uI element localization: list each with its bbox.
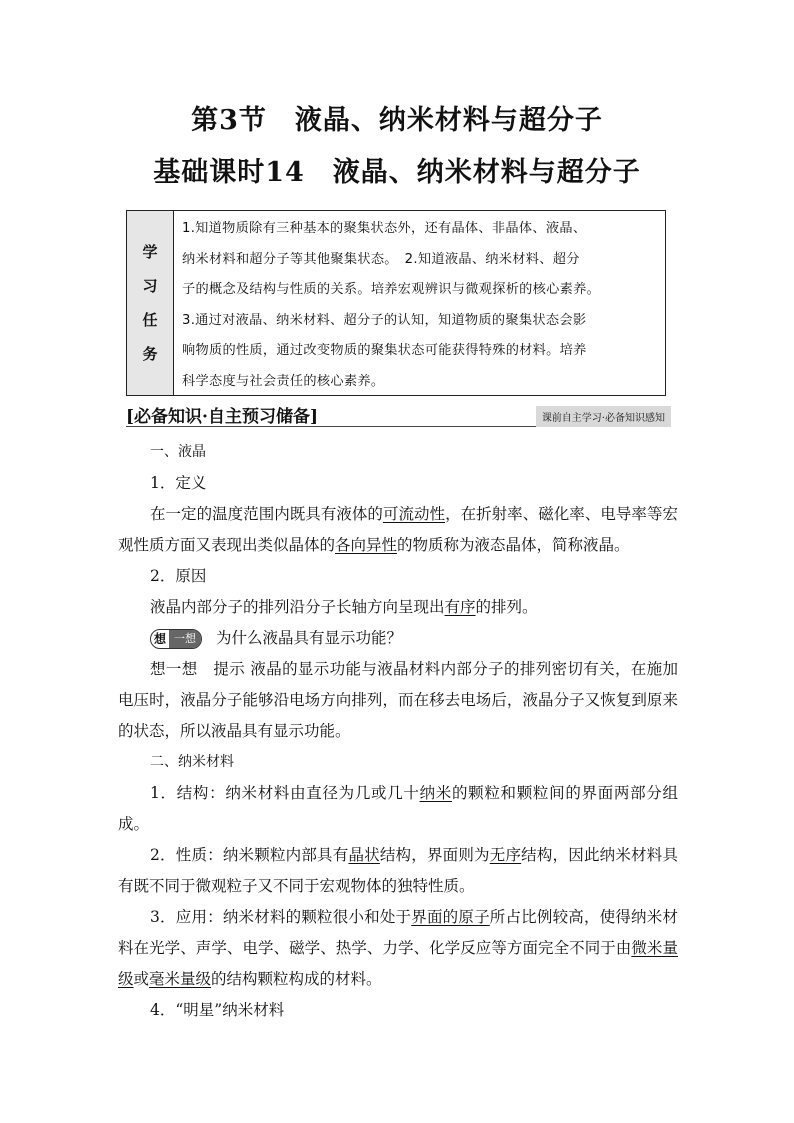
task-label-char: 习	[142, 277, 158, 295]
think-question-line	[118, 623, 678, 654]
answer-underline: 晶状	[348, 846, 380, 864]
application-paragraph: 3．应用：纳米材料的颗粒很小和处于界面的原子所占比例较高，使得纳米材料在光学、声学、电学、磁学、热学、力学、化学反应等方面完全不同于由微米量级或毫米量级的结构颗粒构成的材料。	[118, 908, 678, 988]
answer-underline: 界面的原子	[411, 908, 490, 926]
task-label-char: 学	[142, 243, 158, 261]
answer-underline: 无序	[489, 846, 522, 864]
task-label-char: 任	[142, 311, 158, 329]
heading-definition: 1．定义	[150, 474, 207, 492]
section-bar-title: [必备知识·自主预习储备]	[126, 407, 319, 427]
answer-underline: 纳米	[419, 784, 452, 802]
section-bar-tag: 课前自主学习·必备知识感知	[536, 406, 671, 427]
heading-liquid-crystal: 一、液晶	[150, 444, 206, 460]
think-badge-icon: 想 一想	[150, 629, 202, 649]
learning-task-text	[174, 211, 665, 395]
task-line: 响物质的性质，通过改变物质的聚集状态可能获得特殊的材料。培养	[182, 343, 587, 358]
think-question: 为什么液晶具有显示功能？	[216, 629, 403, 647]
section-bar	[126, 404, 671, 427]
answer-underline: 可流动性	[382, 505, 446, 523]
answer-underline: 毫米量级	[149, 970, 212, 988]
heading-star-nanomaterials: 4．“明星”纳米材料	[150, 1001, 285, 1019]
heading-nanomaterials: 二、纳米材料	[150, 754, 234, 770]
task-line: 科学态度与社会责任的核心素养。	[182, 373, 385, 389]
lesson-title: 基础课时14 液晶、纳米材料与超分子	[153, 157, 641, 188]
structure-paragraph: 1．结构：纳米材料由直径为几或几十纳米的颗粒和颗粒间的界面两部分组成。	[118, 784, 678, 833]
task-line: 纳米材料和超分子等其他聚集状态。 2.知道液晶、纳米材料、超分	[182, 251, 580, 267]
learning-task-label	[127, 211, 174, 395]
task-label-char: 务	[142, 345, 158, 363]
task-line: 3.通过对液晶、纳米材料、超分子的认知，知道物质的聚集状态会影	[182, 312, 587, 328]
answer-underline: 各向异性	[335, 536, 398, 554]
heading-cause: 2．原因	[150, 567, 207, 585]
definition-paragraph: 在一定的温度范围内既具有液体的可流动性，在折射率、磁化率、电导率等宏观性质方面又表现出类似晶体的各向异性的物质称为液态晶体，简称液晶。	[118, 505, 678, 554]
answer-underline: 微米量级	[118, 939, 678, 988]
cause-paragraph: 液晶内部分子的排列沿分子长轴方向呈现出有序的排列。	[150, 598, 538, 616]
task-line: 1.知道物质除有三种基本的聚集状态外，还有晶体、非晶体、液晶、	[182, 221, 587, 236]
section-title: 第3节 液晶、纳米材料与超分子	[191, 105, 603, 136]
main-content	[118, 437, 678, 1026]
learning-task-box	[126, 210, 666, 396]
answer-underline: 有序	[444, 598, 476, 616]
property-paragraph: 2．性质：纳米颗粒内部具有晶状结构，界面则为无序结构，因此纳米材料具有既不同于微观粒子又不同于宏观物体的独特性质。	[118, 846, 678, 895]
think-answer: 想一想 提示 液晶的显示功能与液晶材料内部分子的排列密切有关，在施加电压时，液晶分子能够沿电场方向排列，而在移去电场后，液晶分子又恢复到原来的状态，所以液晶具有显示功能。	[118, 660, 678, 740]
task-line: 子的概念及结构与性质的关系。培养宏观辨识与微观探析的核心素养。	[182, 282, 601, 297]
